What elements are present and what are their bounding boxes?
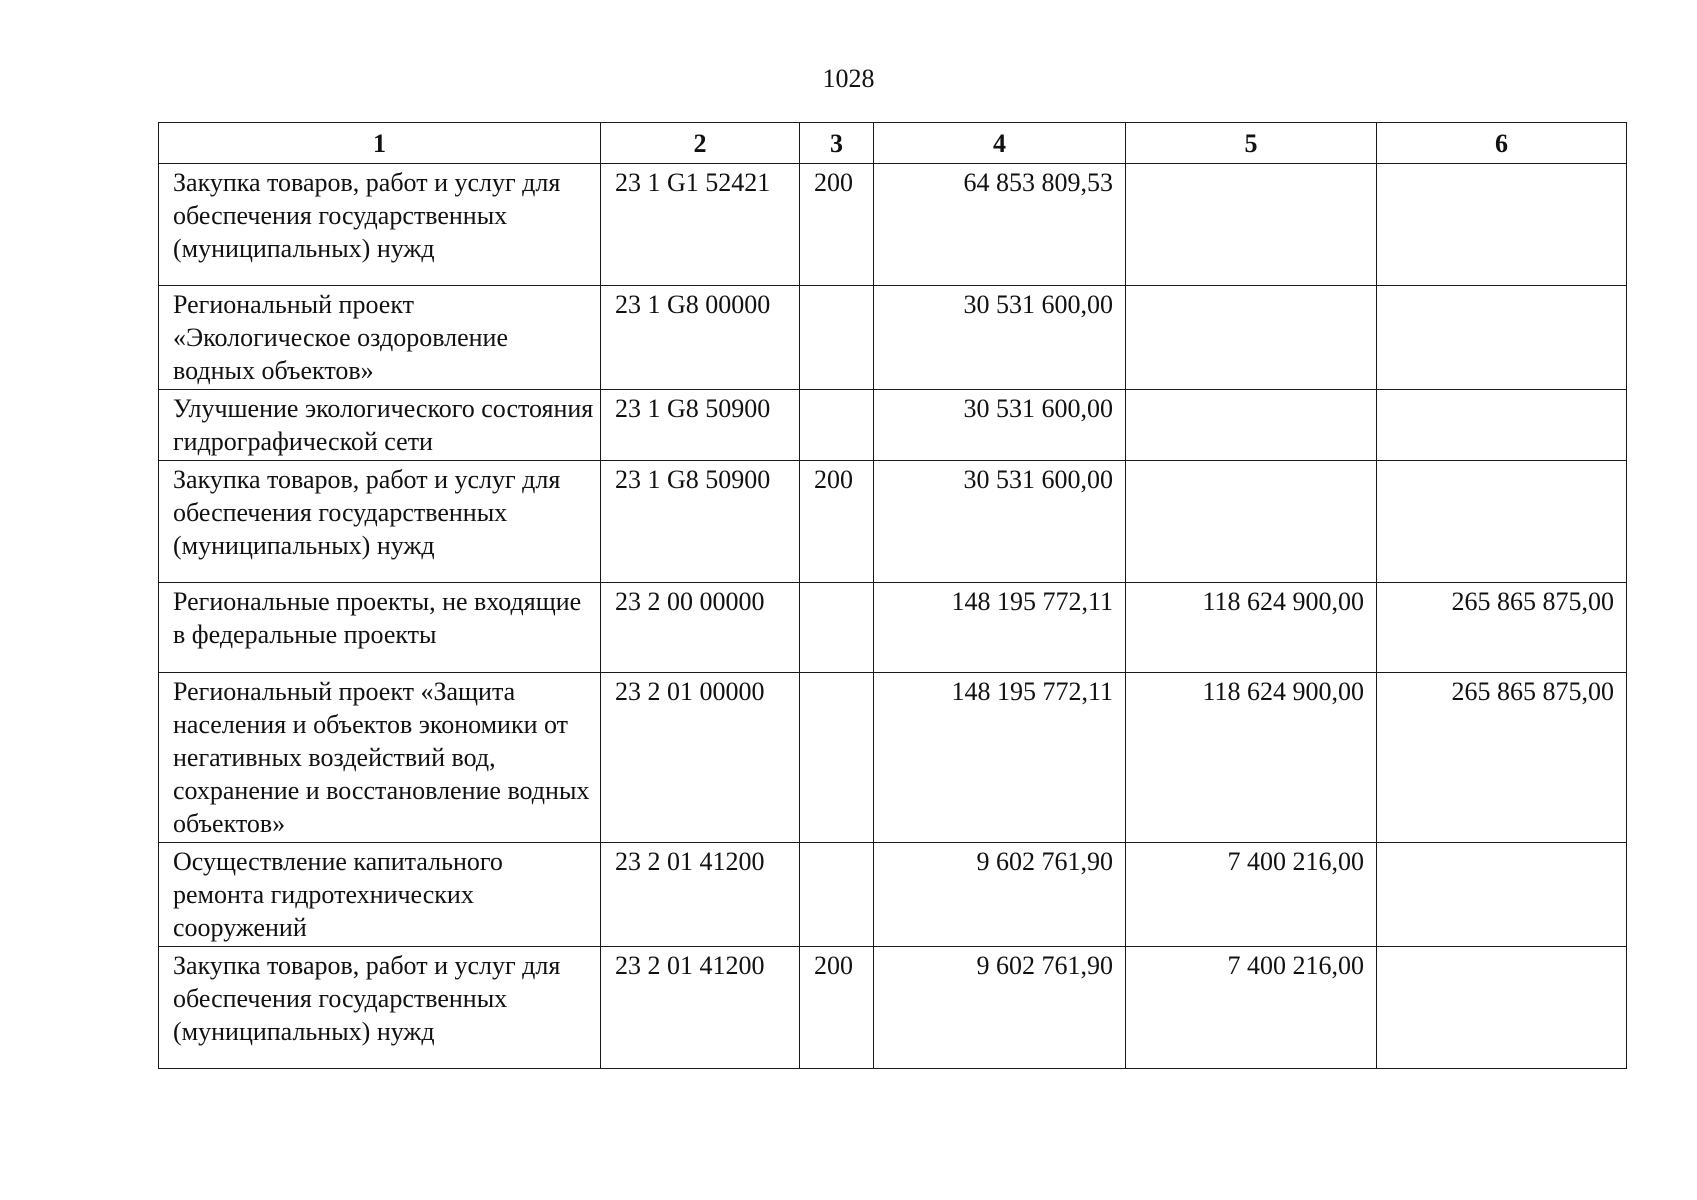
expense-type-cell <box>800 286 874 390</box>
table-header-row <box>159 123 1627 164</box>
amount-col5-cell: 118 624 900,00 <box>1126 673 1377 843</box>
amount-col6-cell <box>1377 164 1627 286</box>
expense-type-cell: 200 <box>800 947 874 1069</box>
amount-col5-cell <box>1126 164 1377 286</box>
target-code-cell: 23 1 G8 00000 <box>601 286 800 390</box>
target-code-cell: 23 2 01 41200 <box>601 843 800 947</box>
table-row <box>159 673 1627 843</box>
amount-col5-cell <box>1126 286 1377 390</box>
amount-col4-cell: 148 195 772,11 <box>874 583 1126 673</box>
column-header: 2 <box>601 123 800 164</box>
column-header: 6 <box>1377 123 1627 164</box>
expense-type-cell: 200 <box>800 164 874 286</box>
column-header: 3 <box>800 123 874 164</box>
item-name-cell: Региональный проект «Экологическое оздоровление водных объектов» <box>159 286 601 390</box>
amount-col5-cell <box>1126 461 1377 583</box>
amount-col4-cell: 148 195 772,11 <box>874 673 1126 843</box>
target-code-cell: 23 2 01 00000 <box>601 673 800 843</box>
amount-col4-cell: 64 853 809,53 <box>874 164 1126 286</box>
target-code-cell: 23 1 G8 50900 <box>601 461 800 583</box>
amount-col4-cell: 9 602 761,90 <box>874 947 1126 1069</box>
table-row <box>159 843 1627 947</box>
amount-col6-cell <box>1377 461 1627 583</box>
expense-type-cell <box>800 843 874 947</box>
amount-col6-cell <box>1377 286 1627 390</box>
table-row <box>159 286 1627 390</box>
amount-col5-cell: 7 400 216,00 <box>1126 947 1377 1069</box>
amount-col4-cell: 30 531 600,00 <box>874 286 1126 390</box>
amount-col4-cell: 9 602 761,90 <box>874 843 1126 947</box>
amount-col5-cell <box>1126 390 1377 461</box>
table-row <box>159 583 1627 673</box>
table-row <box>159 390 1627 461</box>
target-code-cell: 23 1 G8 50900 <box>601 390 800 461</box>
item-name-cell: Региональные проекты, не входящие в федеральные проекты <box>159 583 601 673</box>
column-header: 5 <box>1126 123 1377 164</box>
target-code-cell: 23 2 00 00000 <box>601 583 800 673</box>
target-code-cell: 23 1 G1 52421 <box>601 164 800 286</box>
budget-table <box>158 122 1627 1069</box>
item-name-cell: Осуществление капитального ремонта гидротехнических сооружений <box>159 843 601 947</box>
table-row <box>159 164 1627 286</box>
amount-col4-cell: 30 531 600,00 <box>874 461 1126 583</box>
target-code-cell: 23 2 01 41200 <box>601 947 800 1069</box>
item-name-cell: Закупка товаров, работ и услуг для обеспечения государственных (муниципальных) нужд <box>159 947 601 1069</box>
amount-col6-cell: 265 865 875,00 <box>1377 583 1627 673</box>
amount-col6-cell <box>1377 843 1627 947</box>
amount-col6-cell: 265 865 875,00 <box>1377 673 1627 843</box>
column-header: 1 <box>159 123 601 164</box>
amount-col5-cell: 7 400 216,00 <box>1126 843 1377 947</box>
amount-col4-cell: 30 531 600,00 <box>874 390 1126 461</box>
item-name-cell: Региональный проект «Защита населения и объектов экономики от негативных воздействий вод, сохранение и восстановление водных объектов» <box>159 673 601 843</box>
table-row <box>159 947 1627 1069</box>
item-name-cell: Улучшение экологического состояния гидрографической сети <box>159 390 601 461</box>
expense-type-cell: 200 <box>800 461 874 583</box>
expense-type-cell <box>800 583 874 673</box>
item-name-cell: Закупка товаров, работ и услуг для обеспечения государственных (муниципальных) нужд <box>159 164 601 286</box>
expense-type-cell <box>800 390 874 461</box>
expense-type-cell <box>800 673 874 843</box>
item-name-cell: Закупка товаров, работ и услуг для обеспечения государственных (муниципальных) нужд <box>159 461 601 583</box>
amount-col5-cell: 118 624 900,00 <box>1126 583 1377 673</box>
table-row <box>159 461 1627 583</box>
page-number: 1028 <box>822 64 875 93</box>
amount-col6-cell <box>1377 947 1627 1069</box>
amount-col6-cell <box>1377 390 1627 461</box>
column-header: 4 <box>874 123 1126 164</box>
